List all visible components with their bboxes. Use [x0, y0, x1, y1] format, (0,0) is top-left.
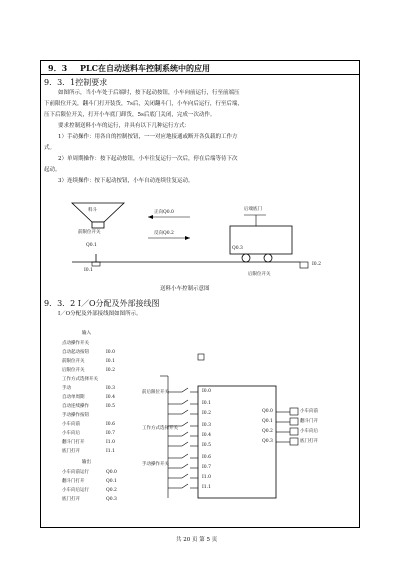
paragraph-line: 下前限位开关，翻斗门打开装货，7s后，关闭翻斗门，小车向后运行，行至后端，: [44, 101, 243, 107]
section-number: 9．3: [48, 63, 68, 73]
paragraph-line: 如图所示，当小车处于后端时，按下起动按钮，小车向前运行，行至前端压: [58, 90, 240, 96]
input-switches: [168, 388, 198, 488]
hopper-label: 料斗: [88, 208, 97, 213]
io-out-label: 翻斗门打开: [62, 479, 85, 484]
front-limit-addr: I0.1: [84, 268, 93, 273]
rear-limit-label: 后限位开关: [248, 272, 271, 277]
io-row-label: 点动操作开关: [62, 341, 89, 346]
plc-input-addr: I1.1: [202, 485, 211, 490]
io-row-addr: I1.0: [106, 440, 115, 445]
output-load: [290, 418, 298, 425]
output-load-label: 小车向后: [300, 429, 318, 434]
forward-label: 正向Q0.0: [154, 210, 174, 215]
io-group-label: 工作方式选择开关: [62, 377, 98, 382]
io-row-label: 后限位开关: [62, 368, 85, 373]
io-out-addr: Q0.3: [106, 497, 117, 502]
paragraph-line: 起动。: [44, 167, 61, 173]
io-intro: I／O分配及外部接线图如图所示。: [58, 311, 142, 317]
io-row-addr: I1.1: [106, 449, 115, 454]
io-out-addr: Q0.0: [106, 470, 117, 475]
output-load: [290, 438, 298, 445]
plc-output-addr: Q0.1: [262, 419, 273, 424]
io-out-label: 小车向后运行: [62, 488, 89, 493]
io-row-addr: I0.0: [106, 350, 115, 355]
io-row-label: 翻斗门打开: [62, 440, 85, 445]
io-out-addr: Q0.2: [106, 488, 117, 493]
io-row-label: 小车向前: [62, 422, 80, 427]
io-row-label: 小车向后: [62, 431, 80, 436]
io-out-label: 小车向前运行: [62, 470, 89, 475]
subsection-2-title: 9．3．2 I／O分配及外部接线图: [44, 299, 160, 308]
io-row-label: 自动起动按钮: [62, 350, 89, 355]
paragraph-line: 1）手动操作：用各自的控制按钮，一一对应地接通或断开各负载的工作方: [58, 134, 238, 140]
group-manual-label: 手动操作开关: [142, 462, 169, 467]
plc-output-addr: Q0.0: [262, 409, 273, 414]
output-load-label: 小车向前: [300, 409, 318, 414]
io-row-addr: I0.6: [106, 422, 115, 427]
output-load-label: 底门打开: [300, 439, 318, 444]
plc-input-addr: I0.5: [202, 443, 211, 448]
plc-input-addr: I0.4: [202, 433, 211, 438]
reverse-label: 反向Q0.2: [154, 231, 174, 236]
paragraph-line: 2）单周期操作：按下起动按钮，小车往复运行一次后，停在后端等待下次: [58, 156, 238, 162]
paragraph-line: 式。: [44, 145, 56, 151]
io-row-label: 手动操作按钮: [62, 413, 89, 418]
io-out-label: 底门打开: [62, 497, 80, 502]
hopper-output: Q0.1: [86, 243, 97, 248]
rear-limit-addr: I0.2: [312, 262, 321, 267]
rear-door-label: 后端底门: [244, 207, 262, 212]
plc-input-addr: I0.0: [202, 389, 211, 394]
plc-input-addr: I0.7: [202, 465, 211, 470]
io-row-addr: I0.2: [106, 368, 115, 373]
plc-input-addr: I1.0: [202, 475, 211, 480]
io-out-addr: Q0.1: [106, 479, 117, 484]
io-row-addr: I0.4: [106, 395, 115, 400]
output-load: [290, 428, 298, 435]
io-row-addr: I0.7: [106, 431, 115, 436]
plc-input-addr: I0.3: [202, 423, 211, 428]
plc-output-addr: Q0.2: [262, 429, 273, 434]
group-mode-label: 工作方式选择开关: [142, 426, 178, 431]
paragraph-line: 3）连续操作：按下起动按钮，小车自动连续往复运动。: [58, 178, 194, 184]
group-limit-label: 前后限位开关: [142, 390, 169, 395]
rear-door-addr: Q0.3: [232, 246, 243, 251]
paragraph-line: 压下后限位开关，打开小车底门卸货，5s后底门关闭，完成一次动作。: [44, 112, 216, 118]
paragraph-line: 要求控制送料小车的运行，并具有以下几种运行方式：: [58, 123, 191, 129]
plc-input-addr: I0.6: [202, 455, 211, 460]
io-row-addr: I0.3: [106, 386, 115, 391]
front-limit-label: 前限位开关: [78, 230, 101, 235]
input-header: 输入: [82, 331, 91, 336]
plc-output-addr: Q0.3: [262, 439, 273, 444]
io-row-label: 自动连续操作: [62, 404, 89, 409]
io-row-label: 前限位开关: [62, 359, 85, 364]
io-row-addr: I0.5: [106, 404, 115, 409]
plc-input-addr: I0.2: [202, 411, 211, 416]
output-load-label: 翻斗门开: [300, 419, 318, 424]
figure-caption: 送料小车控制示意图: [160, 286, 210, 292]
output-header: 输出: [82, 460, 91, 465]
io-row-label: 手动: [62, 386, 71, 391]
section-title: PLC在自动送料车控制系统中的应用: [80, 63, 211, 73]
io-row-label: 底门打开: [62, 449, 80, 454]
io-row-label: 自动单周期: [62, 395, 85, 400]
plc-input-addr: I0.1: [202, 401, 211, 406]
io-row-addr: I0.1: [106, 359, 115, 364]
subsection-title: 9．3．1控制要求: [44, 78, 108, 87]
output-load: [290, 408, 298, 415]
page-footer: 共 20 页 第 5 页: [176, 537, 218, 543]
